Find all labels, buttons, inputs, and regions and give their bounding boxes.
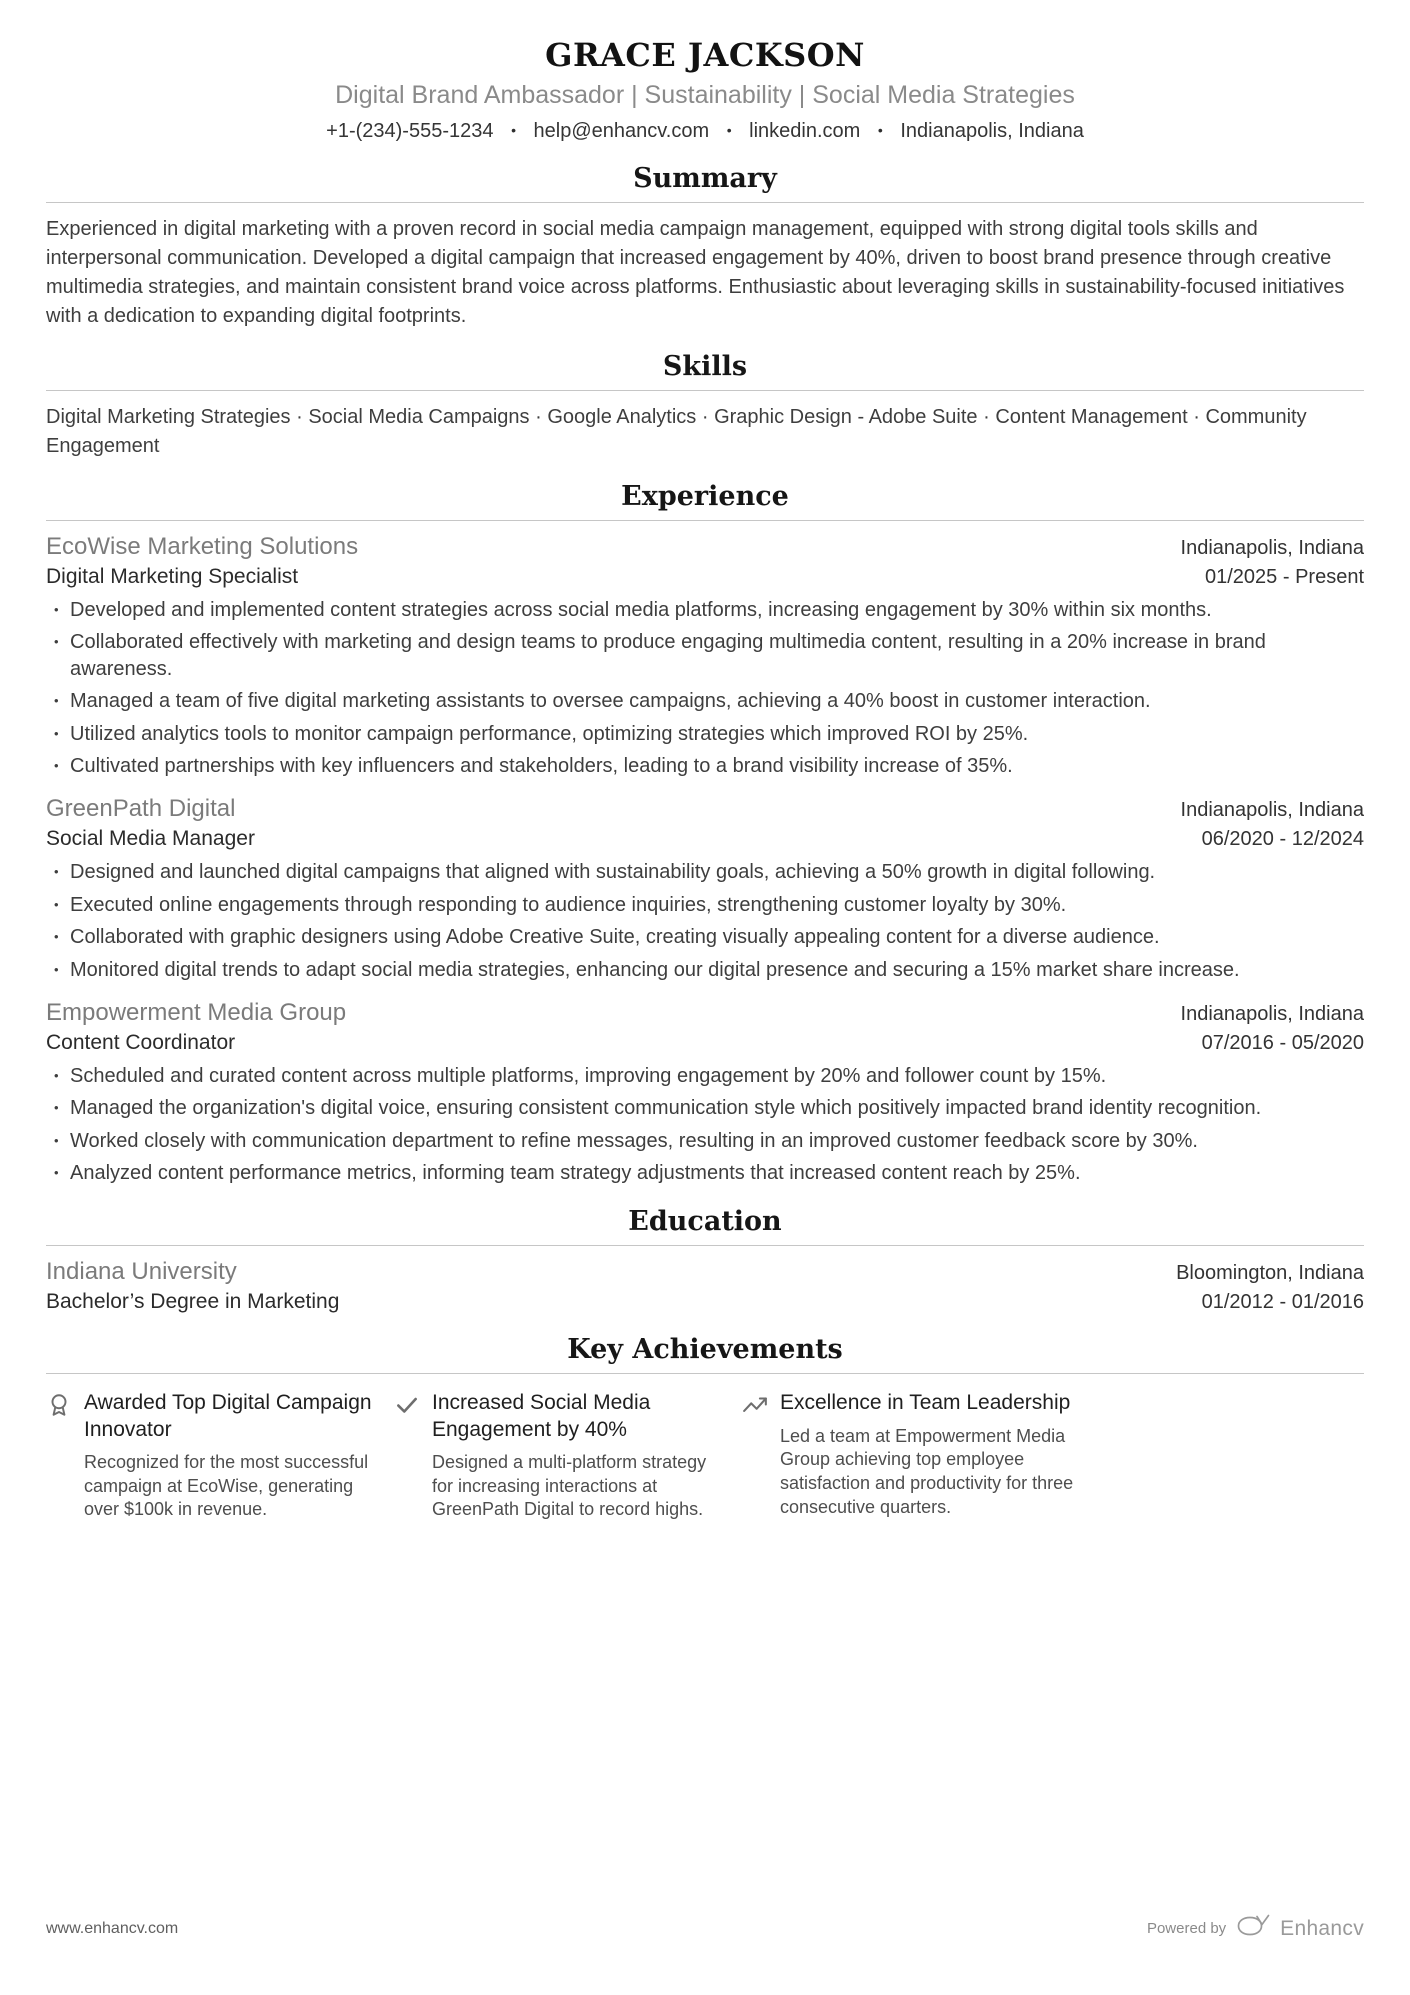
degree-title: Bachelor’s Degree in Marketing: [46, 1290, 340, 1314]
achievement-body: [432, 1390, 726, 1522]
contact-separator: •: [726, 122, 732, 138]
experience-entry: [46, 795, 1364, 983]
achievements-section: [46, 1334, 1364, 1522]
job-bullet: • Scheduled and curated content across multiple platforms, improving engagement by 20% and follower count by 15%.: [46, 1063, 1364, 1089]
skills-text: Digital Marketing Strategies · Social Media Campaigns · Google Analytics · Graphic Design - Adobe Suite · Content Management · Community Engagement: [46, 406, 1307, 457]
job-title: Content Coordinator: [46, 1030, 236, 1054]
achievements-heading: Key Achievements: [46, 1334, 1364, 1374]
trending-up-icon: [742, 1392, 768, 1423]
education-section: [46, 1206, 1364, 1314]
enhancv-logo-icon: [1236, 1914, 1270, 1943]
achievement-item: [46, 1390, 378, 1522]
company-name: EcoWise Marketing Solutions: [46, 533, 359, 560]
job-bullet: • Collaborated with graphic designers using Adobe Creative Suite, creating visually appealing content for a diverse audience.: [46, 924, 1364, 950]
job-bullet: • Managed a team of five digital marketing assistants to oversee campaigns, achieving a 40% boost in customer interaction.: [46, 688, 1364, 714]
education-heading: Education: [46, 1206, 1364, 1246]
achievements-grid: [46, 1390, 1364, 1522]
achievement-text: Recognized for the most successful campaign at EcoWise, generating over $100k in revenue.: [84, 1451, 369, 1520]
company-name: Empowerment Media Group: [46, 998, 347, 1026]
contact-bar: [46, 120, 1364, 143]
candidate-tagline: Digital Brand Ambassador | Sustainability | Social Media Strategies: [335, 81, 1075, 109]
email-link[interactable]: help@enhancv.com: [533, 120, 710, 142]
job-bullet-list: [46, 859, 1364, 983]
company-location: Indianapolis, Indiana: [1180, 537, 1364, 559]
contact-separator: •: [877, 122, 883, 138]
job-bullet: • Utilized analytics tools to monitor campaign performance, optimizing strategies which improved ROI by 25%.: [46, 721, 1364, 747]
job-bullet: • Collaborated effectively with marketing and design teams to produce engaging multimedia content, resulting in a 20% increase in brand awareness.: [46, 629, 1364, 682]
job-bullet: • Executed online engagements through responding to audience inquiries, strengthening customer loyalty by 30%.: [46, 892, 1364, 918]
summary-text: Experienced in digital marketing with a proven record in social media campaign management, equipped with strong digital tools skills and interpersonal communication. Developed a digital campaign that increased engagement by 40%, driven to boost brand presence through creative multimedia strategies, and maintain consistent brand voice across platforms. Enthusiastic about leveraging skills in sustainability-focused initiatives with a dedication to expanding digital footprints.: [46, 218, 1345, 327]
job-bullet: • Developed and implemented content strategies across social media platforms, increasing engagement by 30% within six months.: [46, 597, 1364, 623]
job-title: Digital Marketing Specialist: [46, 565, 299, 588]
company-name: GreenPath Digital: [46, 795, 236, 823]
job-bullet: • Analyzed content performance metrics, informing team strategy adjustments that increased content reach by 25%.: [46, 1160, 1364, 1186]
location-text: Indianapolis, Indiana: [900, 120, 1084, 142]
skills-heading: Skills: [46, 351, 1364, 391]
powered-by-block[interactable]: [1147, 1914, 1364, 1943]
achievement-title: Excellence in Team Leadership: [780, 1391, 1071, 1415]
summary-section: [46, 163, 1364, 331]
job-bullet: • Cultivated partnerships with key influencers and stakeholders, leading to a brand visibility increase of 35%.: [46, 753, 1364, 779]
resume-header: [46, 36, 1364, 143]
experience-entry: [46, 533, 1364, 779]
achievement-text: Led a team at Empowerment Media Group achieving top employee satisfaction and productivity for three consecutive quarters.: [780, 1425, 1074, 1517]
candidate-name: GRACE JACKSON: [545, 36, 865, 74]
job-bullet: • Managed the organization's digital voice, ensuring consistent communication style which positively impacted brand identity recognition.: [46, 1095, 1364, 1121]
experience-entry: [46, 999, 1364, 1187]
company-location: Indianapolis, Indiana: [1180, 1002, 1364, 1025]
achievement-body: [84, 1390, 378, 1522]
job-bullet: • Monitored digital trends to adapt social media strategies, enhancing our digital presence and securing a 15% market share increase.: [46, 957, 1364, 983]
school-location: Bloomington, Indiana: [1176, 1262, 1364, 1285]
job-dates: 06/2020 - 12/2024: [1201, 828, 1364, 851]
phone-text: +1-(234)-555-1234: [326, 120, 494, 142]
job-bullet-list: [46, 597, 1364, 779]
website-link[interactable]: www.enhancv.com: [46, 1919, 179, 1937]
company-location: Indianapolis, Indiana: [1180, 799, 1364, 822]
achievement-item: [394, 1390, 726, 1522]
school-name: Indiana University: [46, 1258, 237, 1286]
skills-section: [46, 351, 1364, 461]
achievement-text: Designed a multi-platform strategy for increasing interactions at GreenPath Digital to record highs.: [432, 1451, 707, 1520]
linkedin-link[interactable]: linkedin.com: [749, 120, 861, 142]
page-footer: [46, 1914, 1364, 1943]
job-title: Social Media Manager: [46, 827, 255, 851]
award-medal-icon: [46, 1392, 72, 1423]
brand-name: Enhancv: [1280, 1916, 1364, 1940]
experience-heading: Experience: [46, 481, 1364, 521]
education-dates: 01/2012 - 01/2016: [1201, 1291, 1364, 1314]
job-dates: 01/2025 - Present: [1205, 566, 1364, 588]
powered-by-label: Powered by: [1146, 1920, 1227, 1937]
achievement-title: Awarded Top Digital Campaign Innovator: [84, 1391, 372, 1441]
check-icon: [394, 1392, 420, 1423]
contact-separator: •: [511, 122, 516, 138]
job-dates: 07/2016 - 05/2020: [1201, 1031, 1364, 1054]
achievement-body: [780, 1390, 1074, 1519]
achievement-title: Increased Social Media Engagement by 40%: [432, 1391, 651, 1441]
job-bullet: • Designed and launched digital campaigns that aligned with sustainability goals, achieving a 50% growth in digital following.: [46, 859, 1364, 885]
achievement-item: [742, 1390, 1074, 1522]
summary-heading: Summary: [46, 163, 1364, 203]
experience-section: [46, 481, 1364, 1186]
job-bullet: • Worked closely with communication department to refine messages, resulting in an improved customer feedback score by 30%.: [46, 1128, 1364, 1154]
job-bullet-list: [46, 1063, 1364, 1187]
education-entry: [46, 1258, 1364, 1314]
